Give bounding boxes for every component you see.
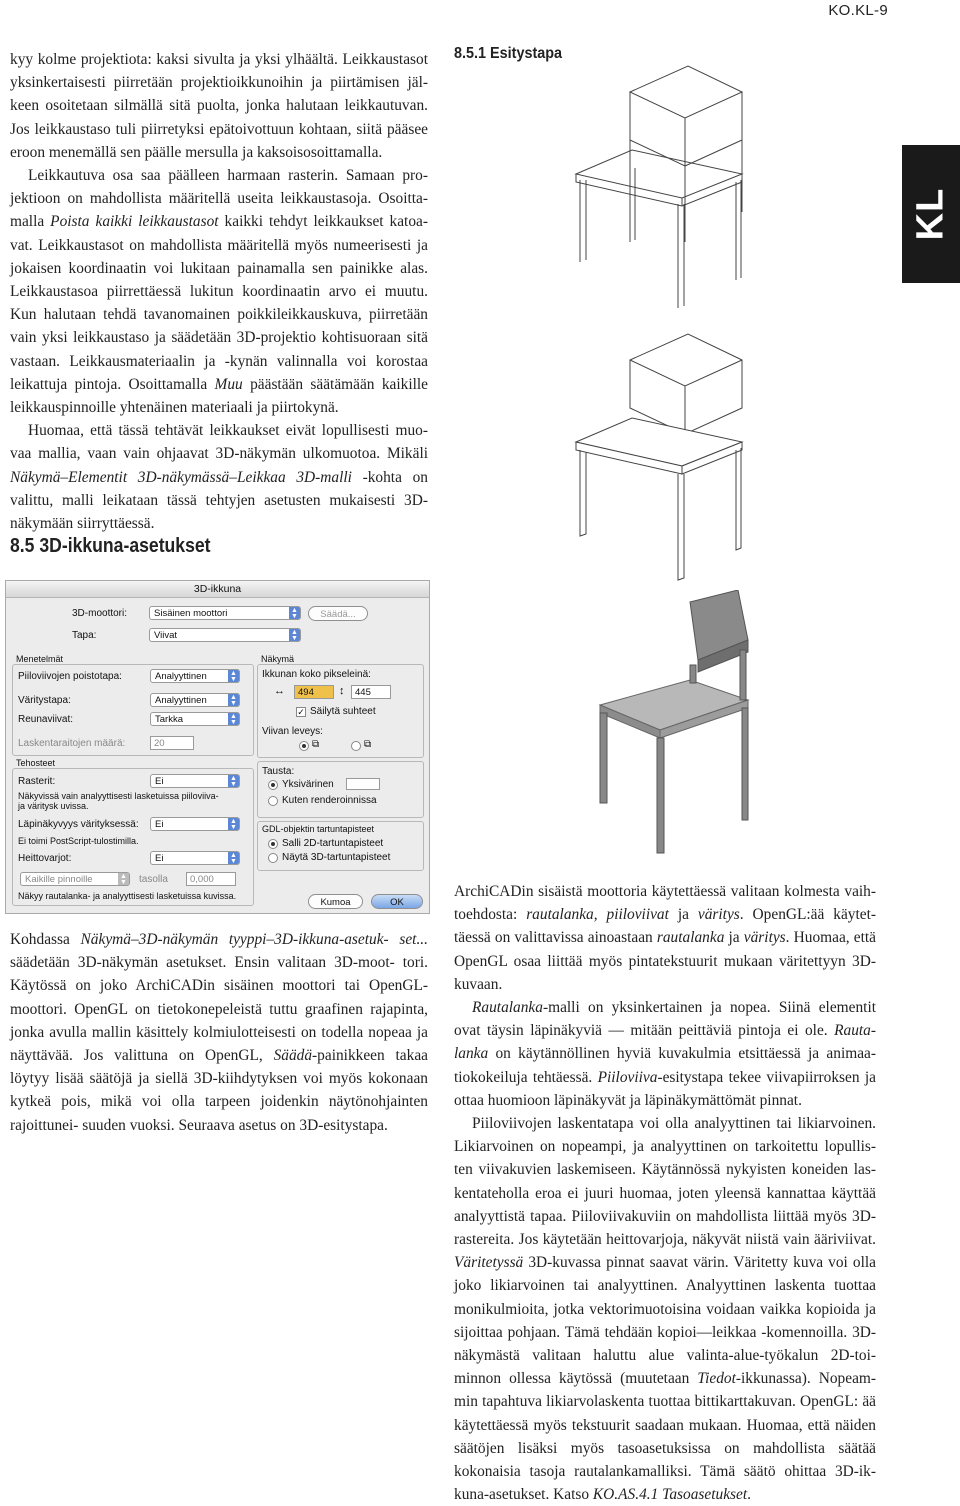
text-line: ArchiCADin sisäistä moottoria käytettäessä valitaan kolmesta vaih- (454, 883, 876, 900)
hidden-lines-select[interactable] (150, 669, 240, 683)
left-text-block (10, 48, 428, 535)
text-line: on käytännöllinen hyviä kuvakulmia etsittäessä ja animaa- (488, 1045, 876, 1063)
popup-arrows-icon: ▲ ▼ (228, 694, 239, 706)
text-line: leikkauspinnoille yhtenäinen materiaali ja piirtokynä. (10, 399, 339, 417)
text-line: suuden vuoksi. Seuraava asetus on 3D-esitystapa. (82, 1116, 388, 1134)
show-3d-label: Näytä 3D-tartuntapisteet (282, 852, 391, 863)
line-width-wide-radio[interactable] (351, 741, 361, 751)
transparency-value: Ei (155, 819, 164, 830)
command-name: Muu (214, 375, 243, 393)
text-line: ää käytettäessä myös tekstuurit saadaan mukaan. Huomaa, että (454, 1393, 876, 1434)
term: rautalanka, piiloviivat (526, 906, 669, 924)
right-paragraph-1 (454, 880, 876, 996)
rasters-value: Ei (155, 776, 164, 787)
text-line: . OpenGL:ää käytet- (739, 906, 876, 924)
coloring-label: Väritystapa: (18, 695, 71, 706)
term: Rauta- (834, 1022, 876, 1040)
engine-label: 3D-moottori: (72, 608, 128, 619)
text-line: kokonaisia tasoja rautalankamalliksi. Tämä säätö ohittaa 3D-ik- (454, 1463, 876, 1481)
text-line: analyyttistä tapaa. Piiloviivakuviin on mahdollista liittää myös 3D- (454, 1207, 876, 1225)
type-label: Tapa: (72, 630, 97, 641)
page-number: KO.KL-9 (828, 2, 888, 19)
width-field[interactable]: 494 (294, 685, 334, 699)
transparency-note: Ei toimi PostScript-tulostimilla. (18, 836, 139, 846)
render-background-radio[interactable] (268, 796, 278, 806)
popup-arrows-icon: ▲ ▼ (228, 713, 239, 725)
text-line: säädetään 3D-näkymän asetukset. Ensin valitaan 3D-moot- (10, 954, 395, 972)
keep-ratio-label: Säilytä suhteet (310, 706, 376, 717)
paragraph-3 (10, 419, 428, 535)
text-line: eroon menemällä sen päälle mersulla ja kaksoisosoittamalla. (10, 143, 383, 161)
text-line: jektioon on mahdollista määritellä useita leikkaustasoja. Osoitta- (10, 190, 428, 208)
text-line: yksinkertaisesti piirretään projektioikkunoihin ja piirtämisen jäl- (10, 74, 428, 92)
shadows-note: Näkyy rautalanka- ja analyyttisesti lasketuissa kuvissa. (18, 891, 237, 901)
text-line: päästään säätämään kaikille (242, 375, 428, 393)
menu-path: Näkymä–Elementit 3D-näkymässä–Leikkaa 3D-malli (10, 468, 352, 486)
text-line: jokaisen koordinaatin voi lukitaan painamalla sen painikke alas. (10, 259, 428, 277)
right-paragraph-2 (454, 996, 876, 1112)
term: väritys (697, 906, 740, 924)
shadow-surface-value: Kaikille pinnoille (25, 874, 93, 885)
text-line: ottaa huomioon läpinäkyvät ja läpinäkymättömät pinnat. (454, 1091, 802, 1109)
raster-count-label: Laskentaraitojen määrä: (18, 738, 126, 749)
shadow-surface-select[interactable] (20, 872, 130, 886)
text-line: vastaan. Leikkausmateriaalin ja -kynän valinnalla voi korostaa (10, 352, 428, 370)
text-line: -malli on yksinkertainen ja nopea. Siinä elementit (542, 999, 876, 1017)
text-line: vain yksi leikkaustaso ja säädetään 3D-projektio kohtisuoraan sitä (10, 329, 428, 347)
text-line: . Huomaa, (785, 929, 850, 947)
subsection-heading: 8.5.1 Esitystapa (454, 45, 563, 62)
text-line: monikulmioita, jotka vektorimuotoisina voidaan vaikka kopioida (454, 1300, 860, 1318)
caption-paragraph (10, 928, 428, 1137)
text-line: tori. Käytössä on joko ArchiCADin sisäinen moottori tai OpenGL- (10, 954, 428, 995)
popup-arrows-icon: ▲ ▼ (289, 629, 300, 641)
text-line: rastereita. Jos käytetään heittovarjoja, näkyvät niistä vain ääriviivat. (454, 1231, 876, 1249)
thin-line-icon: ⧉ (312, 739, 320, 750)
text-line: vat. Leikkaustasot on mahdollista määritellä myös numeerisesti ja (10, 236, 428, 254)
ok-button[interactable]: OK (371, 894, 423, 909)
text-line: Leikkautuva osa saa päälleen harmaan rasterin. Samaan pro- (28, 167, 428, 185)
type-select[interactable] (149, 628, 301, 642)
rasters-note: Näkyvissä vain analyyttisesti lasketuissa piiloviiva- ja väritysk uvissa. (18, 791, 219, 811)
text-line: ja (724, 929, 744, 947)
text-line: keen osoitetaan silmällä sitä puolta, jonka halutaan leikkautuvan. (10, 97, 428, 115)
show-3d-radio[interactable] (268, 853, 278, 863)
shadows-select[interactable] (150, 851, 240, 865)
right-paragraph-3 (454, 1112, 876, 1506)
text-line: vaa mallia, vaan vain ohjaavat 3D-näkymän ulkomuotoa. Mikäli (10, 445, 428, 463)
coloring-value: Analyyttinen (155, 695, 207, 706)
text-line: -esitystapa tekee viivapiirroksen ja (657, 1068, 876, 1086)
text-line: leikattuja pintoja. Osoittamalla (10, 375, 215, 393)
level-field[interactable]: 0,000 (186, 872, 236, 886)
engine-select[interactable] (149, 606, 301, 620)
text-line: Likiarvoinen on nopeampi, ja analyyttinen on tarkoitettu lopullis- (454, 1138, 876, 1156)
text-line: -kohta (351, 468, 402, 486)
methods-group-title: Menetelmät (16, 654, 64, 664)
text-line: Kohdassa (10, 931, 81, 948)
shadows-label: Heittovarjot: (18, 853, 72, 864)
text-line: 3D-kuvassa pinnat saavat värin. Väritetty kuva voi olla (523, 1254, 876, 1272)
text-line: täessä on valittavissa ainoastaan (454, 929, 657, 947)
section-heading: 8.5 3D-ikkuna-asetukset (10, 535, 211, 557)
term: Väritetyssä (454, 1254, 524, 1272)
popup-arrows-icon: ▲ ▼ (228, 818, 239, 830)
rasters-label: Rasterit: (18, 776, 56, 787)
hidden-lines-value: Analyyttinen (155, 671, 207, 682)
text-line: lisää säätöjä ja siellä 3D-kiihdytyksen voi myös kokonaan kytkeä (10, 1070, 428, 1111)
text-line: kuna-asetukset. Katso (454, 1486, 593, 1504)
text-line: näkymään siirryttäessä. (10, 515, 155, 533)
horizontal-arrow-icon: ↔ (274, 685, 285, 697)
text-line: min tapahtuva likiarvolaskenta tuottaa bittikarttakuvan. OpenGL: (454, 1393, 859, 1411)
shaded-chair-illustration (590, 590, 890, 860)
text-line: -painikkeen takaa löytyy (10, 1047, 428, 1088)
text-line: ja sijoittaa pohjaan. Tämä tehdään kopioi—leikkaa -komennoilla. (454, 1300, 876, 1341)
view-group-title: Näkymä (261, 654, 295, 664)
popup-arrows-icon: ▲ ▼ (289, 607, 300, 619)
text-line: kentateholla eroa ei juuri huomaa, joten yleensä kannattaa käyttää (454, 1184, 876, 1202)
command-name: Poista kaikki leikkaustasot (50, 213, 219, 231)
text-line: että OpenGL osaa liittää myös pintatekstuurit mukaan väritettyyn (454, 929, 876, 970)
text-line: pois, mikä voi olla tarpeen joidenkin näytönohjainten rajoittunei- (10, 1093, 428, 1134)
term: Tiedot (697, 1370, 736, 1388)
dialog-caption (10, 928, 428, 1137)
render-background-label: Kuten renderoinnissa (282, 795, 377, 806)
gdl-group-title: GDL-objektin tartuntapisteet (262, 824, 375, 834)
effects-group-title: Tehosteet (16, 758, 56, 768)
chapter-tab (902, 145, 960, 283)
hidden-line-chair-illustration (570, 330, 880, 590)
transparency-select[interactable] (150, 817, 240, 831)
coloring-select[interactable] (150, 693, 240, 707)
raster-count-field[interactable]: 20 (150, 736, 194, 750)
chapter-tab-label: KL (909, 187, 952, 241)
term: rautalanka (656, 929, 725, 947)
3d-window-dialog (5, 580, 430, 914)
text-line: malla (10, 213, 51, 231)
hidden-lines-label: Piiloviivojen poistotapa: (18, 671, 122, 682)
vertical-arrow-icon: ↕ (339, 685, 345, 697)
popup-arrows-icon: ▲ ▼ (118, 873, 129, 885)
text-line: tiokokeiluja tehtäessä. (454, 1068, 598, 1086)
single-color-radio[interactable] (268, 780, 278, 790)
text-line: 3D-näkymästä valitaan haluttu alue valinta-alue-työkalun 2D-toi- (454, 1323, 876, 1365)
text-line: . (747, 1486, 751, 1504)
text-line: ten viivakuvien laskemiseen. Käytännössä nykyisten koneiden las- (454, 1161, 876, 1179)
engine-value: Sisäinen moottori (154, 608, 228, 619)
text-line: jonka avulla mallin käsittely kolmiulotteisesti on todella nopeaa ja (10, 1023, 428, 1041)
wireframe-chair-illustration (570, 62, 880, 312)
wide-line-icon: ⧉ (364, 739, 372, 750)
adjust-button[interactable]: Säädä... (308, 606, 368, 621)
button-name: Säädä (273, 1047, 313, 1065)
text-line: ovat täysin läpinäkyviä — mitään peittäviä pintoja ei ole. (454, 1022, 835, 1040)
single-color-label: Yksivärinen (282, 779, 334, 790)
rasters-select[interactable] (150, 774, 240, 788)
level-label: tasolla (139, 874, 168, 885)
background-label: Tausta: (262, 766, 295, 777)
paragraph-1 (10, 48, 428, 164)
text-line: on valittu, malli leikataan tässä tehtyjen asetusten mukaisesti 3D- (10, 468, 428, 509)
text-line: kyy kolme projektiota: kaksi sivulta ja yksi ylhäältä. Leikkaustasot (10, 51, 428, 68)
text-line: Piiloviivojen laskentatapa voi olla analyyttinen tai likiarvoinen. (472, 1115, 876, 1133)
type-value: Viivat (154, 630, 178, 641)
text-line: Kun halutaan tehdä tavanomainen poikkileikkauskuva, piirretään (10, 306, 428, 324)
text-line: -ikkunassa). Nopeam- (735, 1370, 876, 1388)
edges-value: Tarkka (155, 714, 183, 725)
edges-label: Reunaviivat: (18, 714, 74, 725)
edges-select[interactable] (150, 712, 240, 726)
line-width-thin-radio[interactable] (299, 741, 309, 751)
popup-arrows-icon: ▲ ▼ (228, 775, 239, 787)
text-line: näyttävää. Jos valittuna on OpenGL, (10, 1047, 274, 1065)
text-line: minnon ollessa käytössä (muutetaan (454, 1370, 698, 1388)
text-line: joko likiarvoinen tai analyyttinen. Analyyttinen laskenta tuottaa (454, 1277, 876, 1295)
transparency-label: Läpinäkyvyys värityksessä: (18, 819, 139, 830)
allow-2d-radio[interactable] (268, 839, 278, 849)
keep-ratio-checkbox[interactable]: ✓ (297, 707, 305, 717)
text-line: toehdosta: (454, 906, 527, 924)
paragraph-2 (10, 164, 428, 419)
popup-arrows-icon: ▲ ▼ (228, 852, 239, 864)
text-line: moottori. OpenGL on tietokonepeleistä tuttu graafinen rajapinta, (10, 1000, 428, 1018)
text-line: näiden säätöjen lisäksi myös tasoasetuksissa on mahdollista säätää (454, 1416, 876, 1457)
text-line: kaikki tehdyt leikkaukset katoa- (218, 213, 428, 231)
term: Rautalanka (472, 999, 543, 1017)
text-line: Leikkaustasoa piirrettäessä lukitun koordinaatin arvo ei muutu. (10, 283, 428, 301)
shadows-value: Ei (155, 853, 164, 864)
dialog-title: 3D-ikkuna (6, 581, 429, 598)
term: lanka (454, 1045, 489, 1063)
height-field[interactable]: 445 (351, 685, 391, 699)
term: Piiloviiva (597, 1068, 658, 1086)
right-text-block (454, 880, 876, 1506)
reference: KO.AS.4.1 Tasoasetukset (592, 1486, 748, 1504)
term: väritys (743, 929, 786, 947)
popup-arrows-icon: ▲ ▼ (228, 670, 239, 682)
text-line: ja (668, 906, 698, 924)
menu-path: set... (399, 931, 428, 948)
background-color-swatch[interactable] (346, 778, 380, 790)
text-line: Jos leikkaustaso tuli piirretyksi epätoivottuun kohtaan, siitä pääsee (10, 120, 428, 138)
window-size-label: Ikkunan koko pikseleinä: (262, 669, 371, 680)
cancel-button[interactable]: Kumoa (308, 894, 363, 909)
menu-path: Näkymä–3D-näkymän tyyppi–3D-ikkuna-asetuk- (80, 931, 389, 948)
text-line: 3D-kuvaan. (454, 952, 876, 993)
line-width-label: Viivan leveys: (262, 726, 323, 737)
allow-2d-label: Salli 2D-tartuntapisteet (282, 838, 384, 849)
text-line: Huomaa, että tässä tehtävät leikkaukset eivät lopullisesti muo- (28, 422, 428, 440)
